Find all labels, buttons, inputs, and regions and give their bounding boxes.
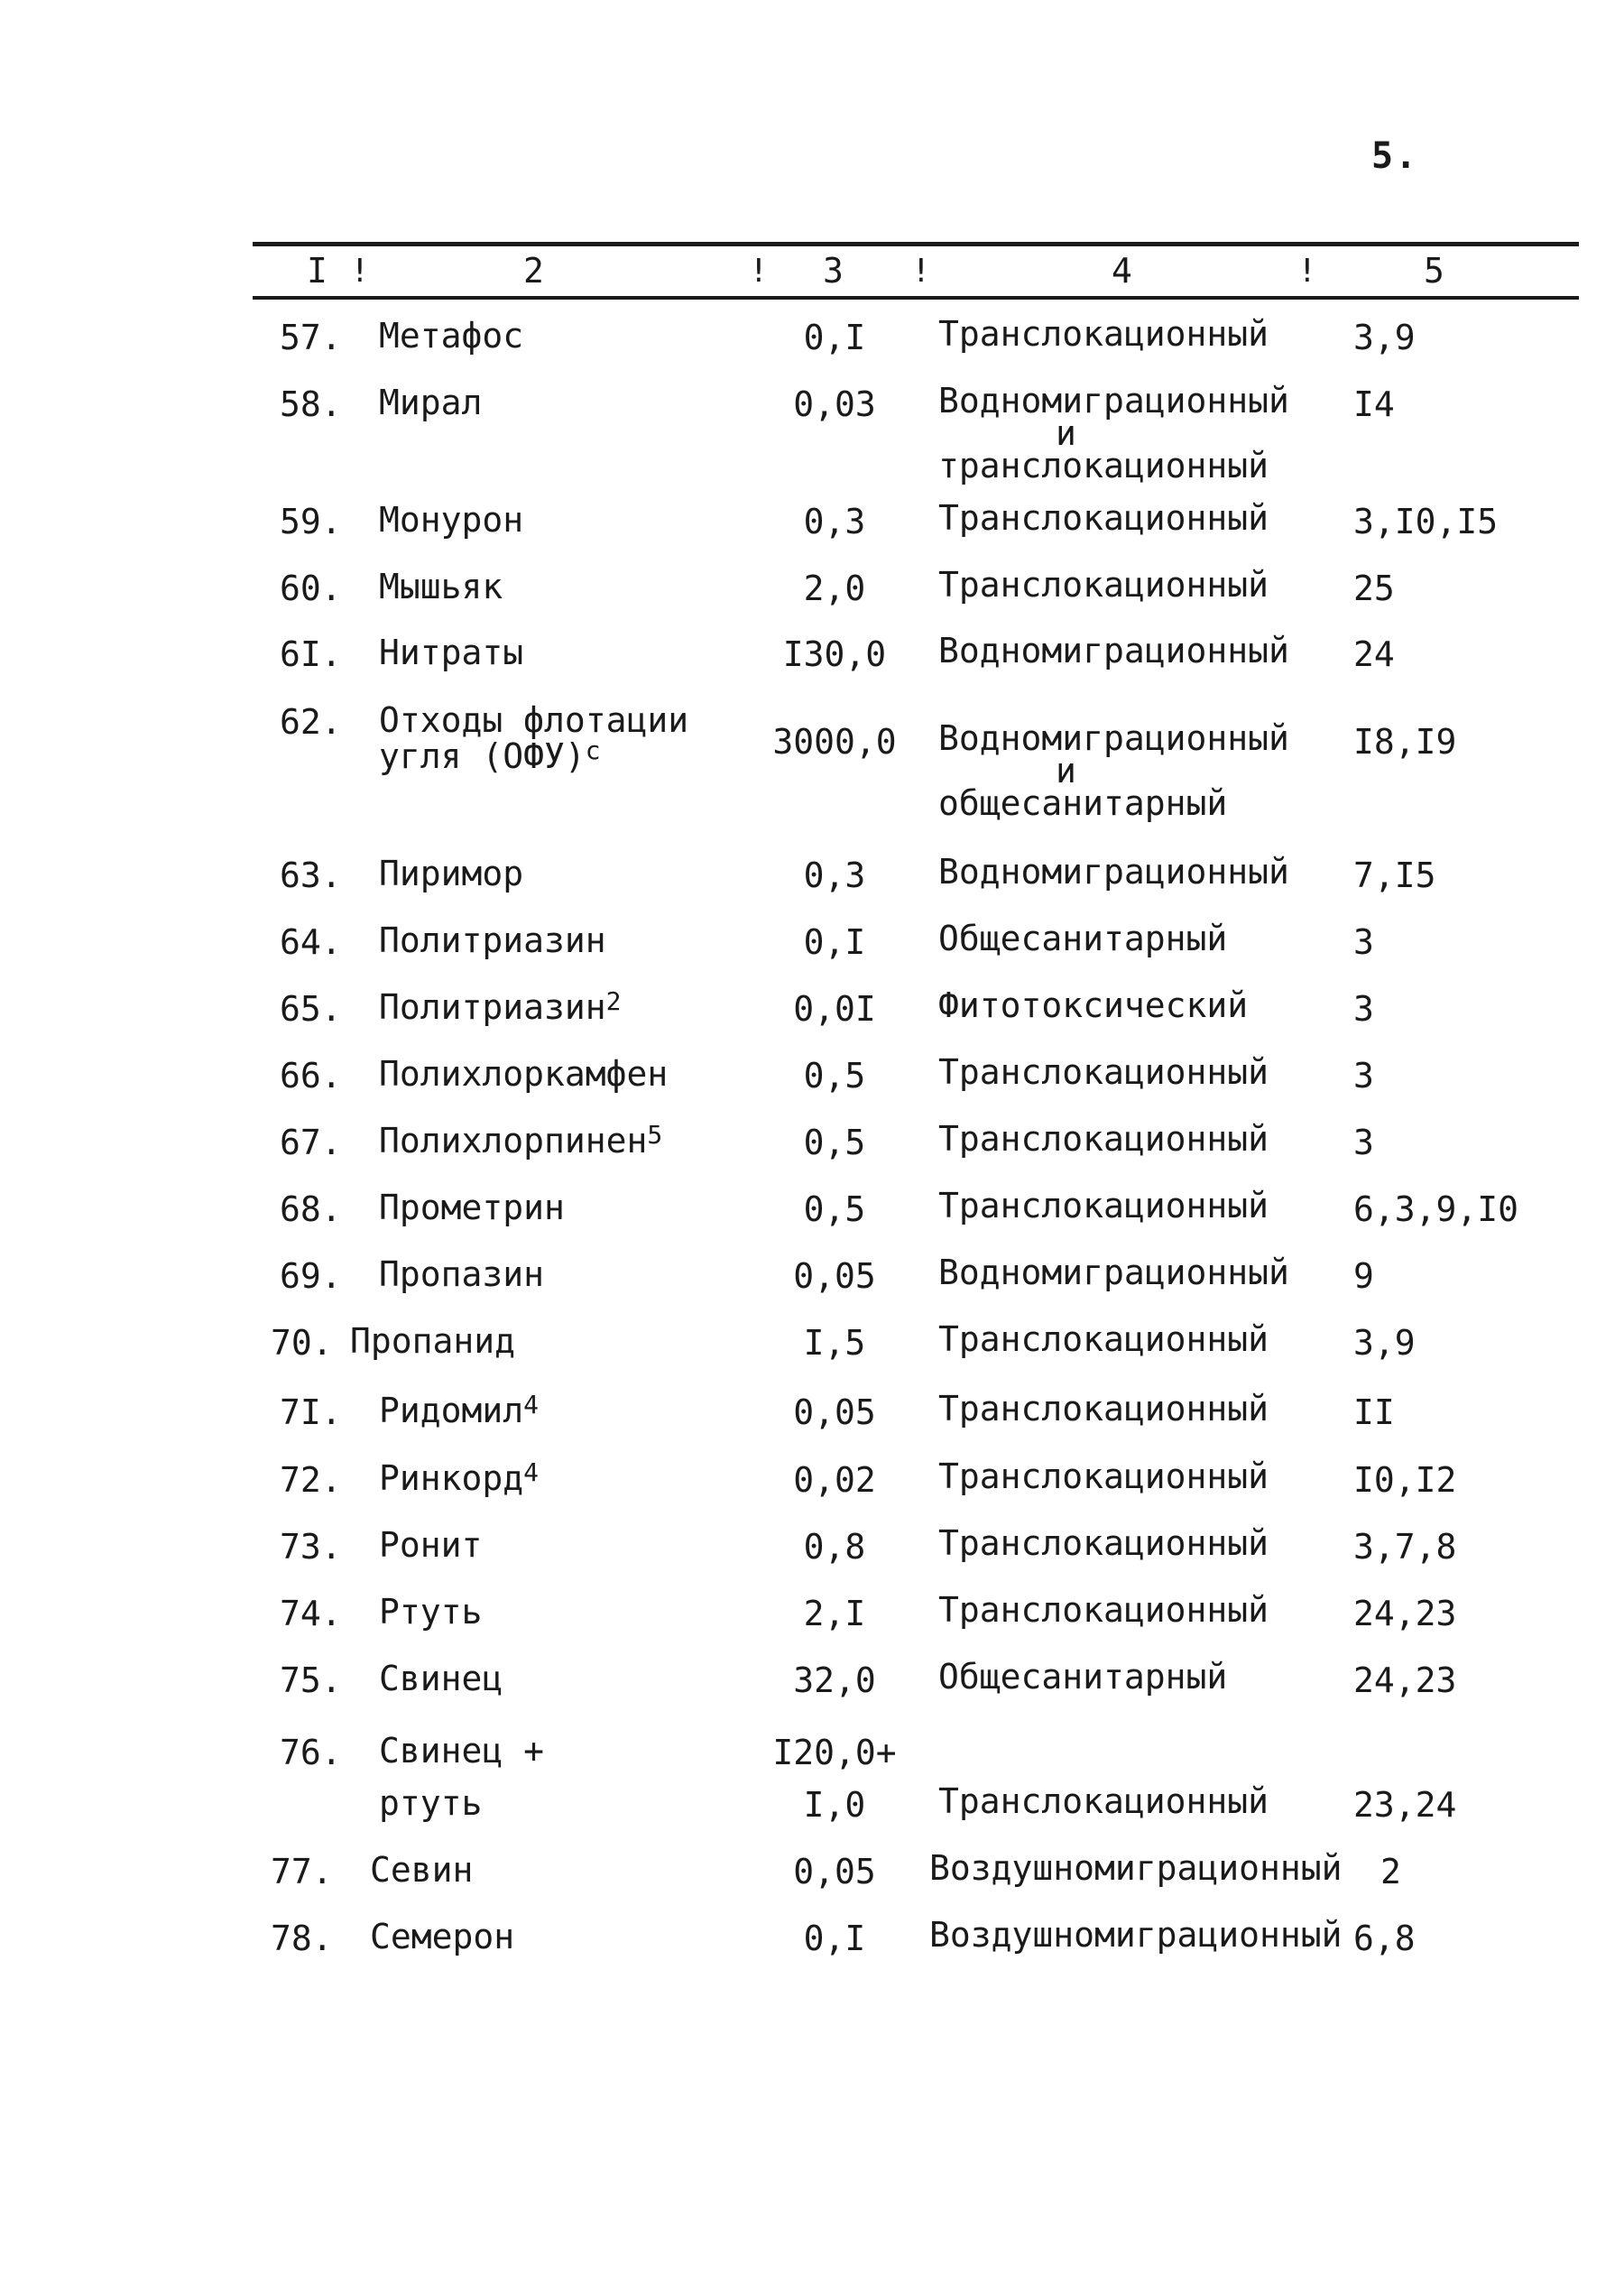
- limiting-indicator: Водномиграционный: [938, 1253, 1289, 1292]
- substance-name: Нитраты: [379, 633, 524, 672]
- header-separator: !: [911, 253, 931, 290]
- row-number: 67.: [280, 1123, 342, 1162]
- row-number: 63.: [280, 855, 342, 895]
- name-line-text: угля (ОФУ): [379, 736, 586, 776]
- substance-name: [379, 1120, 663, 1161]
- limiting-indicator: [938, 381, 1289, 486]
- limiting-indicator: Общесанитарный: [938, 1657, 1228, 1697]
- row-number: 75.: [280, 1660, 342, 1700]
- limiting-indicator: Водномиграционный: [938, 852, 1289, 892]
- row-number: 58.: [280, 384, 342, 424]
- norm-value: 0,5: [803, 1123, 866, 1162]
- references: 7,I5: [1353, 855, 1436, 895]
- footnote-mark: 4: [523, 1457, 540, 1487]
- row-number: 57.: [280, 318, 342, 357]
- name-line: [379, 735, 688, 776]
- norm-value: 0,03: [793, 384, 876, 424]
- references: 3,7,8: [1353, 1527, 1457, 1567]
- references: 24,23: [1353, 1660, 1457, 1700]
- name-line: Отходы флотации: [379, 700, 689, 740]
- row-number: 72.: [280, 1460, 342, 1500]
- substance-name: [379, 1392, 539, 1429]
- row-number: 66.: [280, 1056, 342, 1096]
- row-number: 7I.: [280, 1392, 342, 1432]
- substance-name: Метафос: [379, 316, 524, 356]
- limiting-indicator: Транслокационный: [938, 1781, 1269, 1821]
- substance-name: Пропазин: [379, 1254, 545, 1294]
- references: 3,I0,I5: [1353, 502, 1499, 541]
- references: I8,I9: [1353, 722, 1457, 762]
- norm-value: 2,0: [803, 569, 866, 608]
- references: 25: [1353, 569, 1395, 608]
- substance-name: Свинец +: [379, 1731, 545, 1771]
- norm-value: 32,0: [793, 1660, 876, 1700]
- norm-value: 0,3: [803, 855, 866, 895]
- header-col-2: 2: [523, 251, 544, 291]
- indicator-conjunction: и: [1056, 751, 1076, 791]
- row-number: 64.: [280, 922, 342, 962]
- indicator-conjunction: и: [1056, 413, 1076, 453]
- limiting-indicator: Транслокационный: [938, 1389, 1269, 1429]
- row-number: 65.: [280, 989, 342, 1029]
- limiting-indicator: Транслокационный: [938, 1590, 1269, 1630]
- substance-name: Пиримор: [379, 854, 524, 893]
- limiting-indicator: Транслокационный: [938, 1119, 1269, 1159]
- references: I0,I2: [1353, 1460, 1457, 1500]
- substance-name: [379, 702, 688, 774]
- substance-name: [379, 1457, 540, 1498]
- norm-value: 2,I: [803, 1594, 866, 1633]
- substance-name: ртуть: [379, 1783, 483, 1823]
- norm-value: 0,I: [803, 922, 866, 962]
- limiting-indicator: Транслокационный: [938, 1186, 1269, 1225]
- header-bottom-rule: [253, 296, 1579, 300]
- substance-name: Прометрин: [379, 1188, 565, 1227]
- substance-name: Мирал: [379, 383, 483, 422]
- row-number: 70.: [271, 1323, 333, 1363]
- limiting-indicator: Воздушномиграционный: [929, 1915, 1343, 1955]
- references: 3: [1353, 1123, 1374, 1162]
- norm-value: 0,02: [793, 1460, 876, 1500]
- norm-value: 0,05: [793, 1392, 876, 1432]
- row-number: 68.: [280, 1189, 342, 1229]
- footnote-mark: 4: [523, 1390, 540, 1420]
- indicator-line: Водномиграционный: [938, 381, 1289, 421]
- row-number: 73.: [280, 1527, 342, 1567]
- limiting-indicator: Фитотоксический: [938, 985, 1249, 1025]
- header-col-3: 3: [823, 251, 844, 291]
- references: 6,8: [1353, 1919, 1416, 1958]
- substance-name: Полихлоркамфен: [379, 1054, 669, 1094]
- norm-value: I20,0+: [772, 1733, 897, 1772]
- norm-value: 0,5: [803, 1189, 866, 1229]
- references: I4: [1353, 384, 1395, 424]
- substance-name: [379, 986, 622, 1027]
- footnote-mark: с: [585, 735, 601, 765]
- row-number: 59.: [280, 502, 342, 541]
- limiting-indicator: Транслокационный: [938, 1523, 1269, 1563]
- limiting-indicator: Транслокационный: [938, 314, 1269, 354]
- norm-value: 0,0I: [793, 989, 876, 1029]
- norm-value: 0,3: [803, 502, 866, 541]
- references: 24,23: [1353, 1594, 1457, 1633]
- limiting-indicator: Транслокационный: [938, 1319, 1269, 1359]
- references: 3: [1353, 989, 1374, 1029]
- name-text: Ринкорд: [379, 1458, 524, 1498]
- limiting-indicator: Общесанитарный: [938, 919, 1228, 958]
- row-number: 78.: [271, 1919, 333, 1958]
- substance-name: Мышьяк: [379, 567, 503, 606]
- row-number: 76.: [280, 1733, 342, 1772]
- name-text: Полихлорпинен: [379, 1121, 648, 1161]
- footnote-mark: 5: [647, 1120, 663, 1150]
- substance-name: Политриазин: [379, 920, 606, 960]
- references: 3: [1353, 922, 1374, 962]
- norm-value: I,5: [803, 1323, 866, 1363]
- substance-name: Ронит: [379, 1525, 483, 1565]
- substance-name: Севин: [370, 1850, 474, 1890]
- indicator-line: общесанитарный: [938, 783, 1228, 823]
- name-text: Ридомил: [379, 1391, 524, 1430]
- norm-value: 0,5: [803, 1056, 866, 1096]
- page-number: 5.: [1371, 135, 1419, 177]
- row-number: 60.: [280, 569, 342, 608]
- references: 9: [1353, 1256, 1374, 1296]
- header-top-rule: [253, 242, 1579, 246]
- indicator-line: Водномиграционный: [938, 718, 1289, 758]
- header-separator: !: [350, 253, 370, 290]
- footnote-mark: 2: [605, 986, 622, 1016]
- limiting-indicator: Водномиграционный: [938, 631, 1289, 670]
- references: 24: [1353, 634, 1395, 674]
- references: 3,9: [1353, 1323, 1416, 1363]
- substance-name: Свинец: [379, 1659, 503, 1698]
- row-number: 77.: [271, 1852, 333, 1891]
- references: II: [1353, 1392, 1395, 1432]
- row-number: 6I.: [280, 634, 342, 674]
- header-col-4: 4: [1112, 251, 1132, 291]
- limiting-indicator: [938, 718, 1289, 823]
- name-text: Политриазин: [379, 987, 606, 1027]
- norm-value: 3000,0: [772, 722, 897, 762]
- substance-name: Семерон: [370, 1917, 515, 1956]
- substance-name: Пропанид: [350, 1321, 516, 1361]
- header-separator: !: [749, 253, 769, 290]
- header-col-1: I: [307, 251, 328, 291]
- limiting-indicator: Транслокационный: [938, 1052, 1269, 1092]
- norm-value: 0,I: [803, 1919, 866, 1958]
- indicator-line: транслокационный: [938, 446, 1269, 486]
- header-col-5: 5: [1424, 251, 1444, 291]
- norm-value: 0,I: [803, 318, 866, 357]
- limiting-indicator: Воздушномиграционный: [929, 1848, 1343, 1888]
- limiting-indicator: Транслокационный: [938, 1457, 1269, 1496]
- row-number: 62.: [280, 702, 342, 742]
- row-number: 69.: [280, 1256, 342, 1296]
- limiting-indicator: Транслокационный: [938, 565, 1269, 605]
- norm-value: 0,8: [803, 1527, 866, 1567]
- header-separator: !: [1297, 253, 1317, 290]
- norm-value: I,0: [803, 1785, 866, 1825]
- references: 3,9: [1353, 318, 1416, 357]
- references: 2: [1380, 1852, 1401, 1891]
- substance-name: Ртуть: [379, 1592, 483, 1632]
- references: 3: [1353, 1056, 1374, 1096]
- substance-name: Монурон: [379, 500, 524, 540]
- norm-value: 0,05: [793, 1256, 876, 1296]
- row-number: 74.: [280, 1594, 342, 1633]
- limiting-indicator: Транслокационный: [938, 498, 1269, 538]
- norm-value: 0,05: [793, 1852, 876, 1891]
- references: 6,3,9,I0: [1353, 1189, 1519, 1229]
- norm-value: I30,0: [782, 634, 887, 674]
- references: 23,24: [1353, 1785, 1457, 1825]
